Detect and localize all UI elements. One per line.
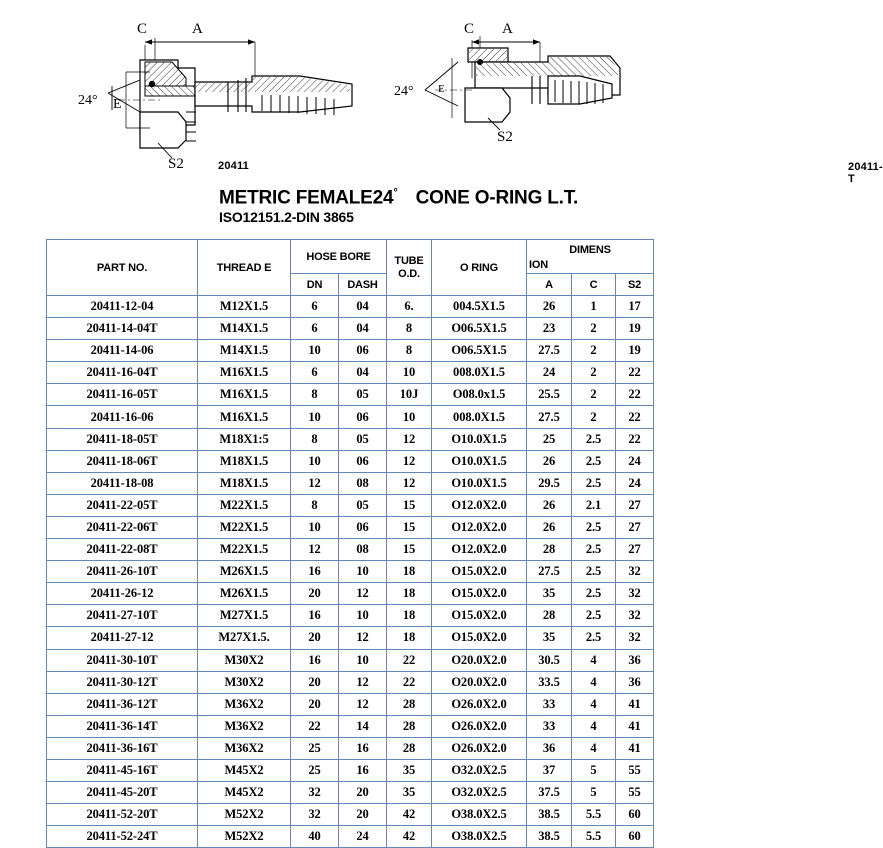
cell-dim-s2: 32 (616, 627, 654, 649)
cell-thread: M14X1.5 (198, 318, 291, 340)
table-row (47, 296, 654, 318)
cell-dim-a: 26 (527, 450, 572, 472)
degree-symbol: ° (393, 187, 398, 199)
cell-dash: 05 (339, 384, 387, 406)
cell-dim-c: 5.5 (572, 804, 616, 826)
cell-tube-od: 28 (387, 693, 432, 715)
cell-part-no: 20411-30-12T (47, 671, 198, 693)
cell-thread: M26X1.5 (198, 561, 291, 583)
table-row (47, 539, 654, 561)
cell-dim-a: 37.5 (527, 782, 572, 804)
table-row (47, 384, 654, 406)
cell-dn: 8 (291, 384, 339, 406)
cell-dn: 12 (291, 472, 339, 494)
cell-dn: 20 (291, 583, 339, 605)
cell-dim-s2: 55 (616, 782, 654, 804)
cell-part-no: 20411-18-06T (47, 450, 198, 472)
cell-o-ring: O38.0X2.5 (432, 804, 527, 826)
header-dn: DN (291, 274, 339, 296)
cell-o-ring: O15.0X2.0 (432, 627, 527, 649)
cell-dash: 10 (339, 561, 387, 583)
cell-o-ring: O26.0X2.0 (432, 737, 527, 759)
table-row (47, 516, 654, 538)
cell-dim-a: 24 (527, 362, 572, 384)
cell-thread: M18X1:5 (198, 428, 291, 450)
cell-tube-od: 18 (387, 561, 432, 583)
cell-o-ring: O06.5X1.5 (432, 318, 527, 340)
cell-dim-a: 26 (527, 296, 572, 318)
cell-dash: 12 (339, 671, 387, 693)
cell-o-ring: O12.0X2.0 (432, 516, 527, 538)
table-row (47, 715, 654, 737)
cell-o-ring: 004.5X1.5 (432, 296, 527, 318)
cell-dash: 06 (339, 516, 387, 538)
cell-thread: M26X1.5 (198, 583, 291, 605)
cell-thread: M27X1.5 (198, 605, 291, 627)
cell-tube-od: 8 (387, 318, 432, 340)
cell-dim-a: 26 (527, 494, 572, 516)
cell-tube-od: 18 (387, 583, 432, 605)
table-row (47, 649, 654, 671)
cell-thread: M12X1.5 (198, 296, 291, 318)
cell-dim-a: 26 (527, 516, 572, 538)
header-thread-e: THREAD E (198, 240, 291, 296)
cell-dim-a: 35 (527, 583, 572, 605)
cell-part-no: 20411-27-10T (47, 605, 198, 627)
cell-dash: 20 (339, 782, 387, 804)
cell-o-ring: O32.0X2.5 (432, 759, 527, 781)
cell-dim-s2: 41 (616, 737, 654, 759)
cell-thread: M52X2 (198, 804, 291, 826)
cell-part-no: 20411-45-20T (47, 782, 198, 804)
technical-drawing-20411-T (380, 0, 883, 185)
table-row (47, 472, 654, 494)
header-dim-a: A (527, 274, 572, 296)
cell-dn: 12 (291, 539, 339, 561)
cell-dim-a: 38.5 (527, 826, 572, 848)
cell-tube-od: 10 (387, 362, 432, 384)
cell-dash: 14 (339, 715, 387, 737)
cell-thread: M30X2 (198, 671, 291, 693)
cell-o-ring: O08.0x1.5 (432, 384, 527, 406)
cell-dash: 10 (339, 649, 387, 671)
dim-label-s2: S2 (497, 129, 513, 145)
cell-dn: 20 (291, 627, 339, 649)
cell-dn: 25 (291, 759, 339, 781)
cell-o-ring: O20.0X2.0 (432, 649, 527, 671)
header-tube-line2: O.D. (398, 267, 420, 280)
cell-thread: M52X2 (198, 826, 291, 848)
cell-dim-s2: 27 (616, 539, 654, 561)
cell-dim-c: 5 (572, 782, 616, 804)
cell-thread: M16X1.5 (198, 362, 291, 384)
cell-dim-a: 33.5 (527, 671, 572, 693)
cell-dim-a: 38.5 (527, 804, 572, 826)
cell-o-ring: O15.0X2.0 (432, 605, 527, 627)
cell-dim-c: 2 (572, 406, 616, 428)
cell-dim-s2: 19 (616, 340, 654, 362)
drawings-area (0, 0, 883, 185)
cell-dim-a: 37 (527, 759, 572, 781)
cell-dn: 16 (291, 605, 339, 627)
cell-dim-a: 27.5 (527, 406, 572, 428)
dim-label-a: A (192, 21, 203, 37)
cell-dim-s2: 60 (616, 826, 654, 848)
cell-tube-od: 12 (387, 428, 432, 450)
cell-dim-a: 29.5 (527, 472, 572, 494)
table-row (47, 605, 654, 627)
specification-table (46, 239, 654, 848)
cell-dim-c: 5.5 (572, 826, 616, 848)
cell-tube-od: 10J (387, 384, 432, 406)
cell-dim-a: 33 (527, 715, 572, 737)
cell-dim-a: 27.5 (527, 340, 572, 362)
header-o-ring: O RING (432, 240, 527, 296)
cell-dash: 24 (339, 826, 387, 848)
cell-o-ring: O10.0X1.5 (432, 428, 527, 450)
cell-dash: 12 (339, 693, 387, 715)
cell-thread: M16X1.5 (198, 406, 291, 428)
cell-tube-od: 18 (387, 605, 432, 627)
cell-part-no: 20411-36-16T (47, 737, 198, 759)
cell-o-ring: O26.0X2.0 (432, 693, 527, 715)
dim-label-e: E (113, 97, 122, 112)
cell-dim-c: 2.5 (572, 627, 616, 649)
cell-thread: M30X2 (198, 649, 291, 671)
cell-dash: 12 (339, 583, 387, 605)
cell-thread: M16X1.5 (198, 384, 291, 406)
cell-o-ring: 008.0X1.5 (432, 406, 527, 428)
cell-dim-c: 2.5 (572, 428, 616, 450)
cell-dn: 22 (291, 715, 339, 737)
cell-dash: 04 (339, 318, 387, 340)
cell-o-ring: 008.0X1.5 (432, 362, 527, 384)
cell-part-no: 20411-14-06 (47, 340, 198, 362)
cell-dim-s2: 27 (616, 494, 654, 516)
cell-thread: M22X1.5 (198, 539, 291, 561)
cell-thread: M45X2 (198, 759, 291, 781)
cell-dn: 25 (291, 737, 339, 759)
cell-dash: 20 (339, 804, 387, 826)
dim-label-c: C (137, 21, 148, 37)
cell-tube-od: 6. (387, 296, 432, 318)
cell-tube-od: 22 (387, 649, 432, 671)
cell-dim-s2: 41 (616, 715, 654, 737)
cell-dn: 10 (291, 406, 339, 428)
cell-part-no: 20411-52-20T (47, 804, 198, 826)
cell-o-ring: O15.0X2.0 (432, 583, 527, 605)
cell-tube-od: 12 (387, 472, 432, 494)
cell-o-ring: O06.5X1.5 (432, 340, 527, 362)
dim-label-s2: S2 (168, 156, 184, 172)
header-dimension-bottom: ION (529, 259, 548, 271)
cell-part-no: 20411-16-06 (47, 406, 198, 428)
header-row-top (47, 240, 654, 274)
drawing-caption-right: 20411-T (848, 161, 883, 185)
table-row (47, 318, 654, 340)
cell-dim-c: 4 (572, 737, 616, 759)
cell-dim-a: 25.5 (527, 384, 572, 406)
cell-dim-s2: 24 (616, 472, 654, 494)
cell-tube-od: 8 (387, 340, 432, 362)
table-row (47, 693, 654, 715)
cell-dim-a: 25 (527, 428, 572, 450)
cell-thread: M14X1.5 (198, 340, 291, 362)
cell-tube-od: 42 (387, 826, 432, 848)
header-tube-line1: TUBE (394, 254, 424, 267)
cell-part-no: 20411-30-10T (47, 649, 198, 671)
cell-dn: 8 (291, 494, 339, 516)
cell-o-ring: O12.0X2.0 (432, 539, 527, 561)
cell-o-ring: O10.0X1.5 (432, 450, 527, 472)
cell-dn: 32 (291, 804, 339, 826)
cell-dn: 6 (291, 296, 339, 318)
cell-tube-od: 18 (387, 627, 432, 649)
cell-dim-c: 2.5 (572, 450, 616, 472)
cell-dn: 16 (291, 649, 339, 671)
cell-tube-od: 10 (387, 406, 432, 428)
cell-thread: M36X2 (198, 715, 291, 737)
cell-dim-c: 4 (572, 715, 616, 737)
header-dim-c: C (572, 274, 616, 296)
cell-tube-od: 28 (387, 715, 432, 737)
cell-part-no: 20411-16-04T (47, 362, 198, 384)
cell-o-ring: O12.0X2.0 (432, 494, 527, 516)
fitting-diagram-straight-svg (0, 0, 380, 185)
cell-dim-s2: 55 (616, 759, 654, 781)
cell-part-no: 20411-26-10T (47, 561, 198, 583)
cell-part-no: 20411-18-05T (47, 428, 198, 450)
angle-label-24deg: 24° (394, 84, 414, 99)
cell-dn: 20 (291, 693, 339, 715)
cell-tube-od: 35 (387, 759, 432, 781)
cell-dim-s2: 22 (616, 362, 654, 384)
cell-part-no: 20411-14-04T (47, 318, 198, 340)
cell-dim-c: 4 (572, 649, 616, 671)
cell-dim-a: 33 (527, 693, 572, 715)
spec-table-container (46, 239, 653, 848)
cell-dn: 10 (291, 340, 339, 362)
angle-label-24deg: 24° (78, 93, 98, 108)
cell-dash: 16 (339, 737, 387, 759)
cell-dim-s2: 19 (616, 318, 654, 340)
title-main-right: CONE O-RING L.T. (415, 187, 579, 209)
cell-part-no: 20411-36-14T (47, 715, 198, 737)
cell-thread: M18X1.5 (198, 450, 291, 472)
cell-dn: 32 (291, 782, 339, 804)
table-body (47, 296, 654, 848)
table-row (47, 340, 654, 362)
cell-tube-od: 12 (387, 450, 432, 472)
cell-dim-s2: 22 (616, 384, 654, 406)
cell-dim-c: 4 (572, 671, 616, 693)
cell-dim-s2: 60 (616, 804, 654, 826)
drawing-caption-left: 20411 (218, 160, 249, 172)
cell-thread: M36X2 (198, 693, 291, 715)
cell-dim-c: 2 (572, 362, 616, 384)
cell-dash: 06 (339, 340, 387, 362)
cell-tube-od: 35 (387, 782, 432, 804)
table-row (47, 737, 654, 759)
cell-dim-a: 23 (527, 318, 572, 340)
cell-dim-s2: 32 (616, 561, 654, 583)
cell-dash: 06 (339, 406, 387, 428)
table-row (47, 804, 654, 826)
cell-dim-c: 2.5 (572, 539, 616, 561)
cell-tube-od: 28 (387, 737, 432, 759)
cell-thread: M36X2 (198, 737, 291, 759)
header-hose-bore: HOSE BORE (291, 240, 387, 274)
page-title (219, 187, 578, 209)
cell-dim-s2: 32 (616, 583, 654, 605)
cell-part-no: 20411-22-08T (47, 539, 198, 561)
cell-dim-c: 2.5 (572, 472, 616, 494)
cell-part-no: 20411-22-06T (47, 516, 198, 538)
cell-dn: 20 (291, 671, 339, 693)
cell-dash: 16 (339, 759, 387, 781)
cell-part-no: 20411-12-04 (47, 296, 198, 318)
cell-dim-s2: 22 (616, 406, 654, 428)
cell-dim-c: 2.5 (572, 583, 616, 605)
cell-dn: 10 (291, 516, 339, 538)
cell-dim-c: 5 (572, 759, 616, 781)
cell-dim-s2: 32 (616, 605, 654, 627)
cell-tube-od: 15 (387, 539, 432, 561)
table-row (47, 583, 654, 605)
table-row (47, 782, 654, 804)
cell-o-ring: O15.0X2.0 (432, 561, 527, 583)
cell-thread: M22X1.5 (198, 516, 291, 538)
header-dim-s2: S2 (616, 274, 654, 296)
cell-dn: 6 (291, 318, 339, 340)
cell-dash: 12 (339, 627, 387, 649)
cell-dash: 08 (339, 472, 387, 494)
cell-part-no: 20411-18-08 (47, 472, 198, 494)
technical-drawing-20411 (0, 0, 380, 185)
cell-thread: M27X1.5. (198, 627, 291, 649)
table-row (47, 671, 654, 693)
cell-dim-s2: 27 (616, 516, 654, 538)
cell-dim-a: 28 (527, 605, 572, 627)
header-part-no: PART NO. (47, 240, 198, 296)
cell-thread: M18X1.5 (198, 472, 291, 494)
header-dimension (527, 240, 654, 274)
table-row (47, 362, 654, 384)
cell-dash: 08 (339, 539, 387, 561)
table-row (47, 627, 654, 649)
header-dash: DASH (339, 274, 387, 296)
cell-part-no: 20411-52-24T (47, 826, 198, 848)
cell-o-ring: O26.0X2.0 (432, 715, 527, 737)
cell-dim-a: 35 (527, 627, 572, 649)
cell-o-ring: O10.0X1.5 (432, 472, 527, 494)
cell-dim-s2: 36 (616, 649, 654, 671)
cell-dn: 16 (291, 561, 339, 583)
cell-dim-a: 30.5 (527, 649, 572, 671)
dim-label-e: E (438, 83, 445, 95)
cell-dn: 8 (291, 428, 339, 450)
cell-tube-od: 42 (387, 804, 432, 826)
table-row (47, 759, 654, 781)
cell-tube-od: 15 (387, 516, 432, 538)
dim-label-c: C (464, 21, 475, 37)
cell-tube-od: 15 (387, 494, 432, 516)
cell-dash: 05 (339, 428, 387, 450)
cell-o-ring: O32.0X2.5 (432, 782, 527, 804)
cell-dim-c: 2.5 (572, 605, 616, 627)
page-subtitle: ISO12151.2-DIN 3865 (219, 209, 354, 225)
cell-dim-c: 2 (572, 340, 616, 362)
cell-thread: M22X1.5 (198, 494, 291, 516)
cell-dim-s2: 36 (616, 671, 654, 693)
cell-dim-s2: 24 (616, 450, 654, 472)
cell-tube-od: 22 (387, 671, 432, 693)
cell-thread: M45X2 (198, 782, 291, 804)
cell-part-no: 20411-45-16T (47, 759, 198, 781)
cell-dim-c: 2.5 (572, 561, 616, 583)
table-row (47, 450, 654, 472)
cell-o-ring: O20.0X2.0 (432, 671, 527, 693)
cell-part-no: 20411-26-12 (47, 583, 198, 605)
cell-dim-c: 4 (572, 693, 616, 715)
header-tube-od (387, 240, 432, 296)
cell-dim-a: 28 (527, 539, 572, 561)
cell-dim-c: 2 (572, 318, 616, 340)
cell-dim-c: 2 (572, 384, 616, 406)
table-row (47, 428, 654, 450)
cell-dim-c: 1 (572, 296, 616, 318)
table-header (47, 240, 654, 296)
table-row (47, 494, 654, 516)
cell-dash: 10 (339, 605, 387, 627)
cell-dim-a: 27.5 (527, 561, 572, 583)
cell-part-no: 20411-22-05T (47, 494, 198, 516)
cell-o-ring: O38.0X2.5 (432, 826, 527, 848)
cell-dash: 04 (339, 362, 387, 384)
dim-label-a: A (502, 21, 513, 37)
cell-dash: 05 (339, 494, 387, 516)
cell-part-no: 20411-27-12 (47, 627, 198, 649)
cell-dn: 6 (291, 362, 339, 384)
header-dimension-top: DIMENS (569, 244, 611, 256)
table-row (47, 561, 654, 583)
table-row (47, 406, 654, 428)
cell-dim-a: 36 (527, 737, 572, 759)
cell-dim-s2: 17 (616, 296, 654, 318)
cell-dim-c: 2.1 (572, 494, 616, 516)
fitting-diagram-t-svg (380, 0, 699, 185)
table-row (47, 826, 654, 848)
cell-dim-c: 2.5 (572, 516, 616, 538)
cell-part-no: 20411-16-05T (47, 384, 198, 406)
title-main-left: METRIC FEMALE24 (219, 187, 394, 209)
cell-dash: 06 (339, 450, 387, 472)
cell-dn: 10 (291, 450, 339, 472)
cell-dash: 04 (339, 296, 387, 318)
cell-part-no: 20411-36-12T (47, 693, 198, 715)
cell-dim-s2: 22 (616, 428, 654, 450)
cell-dn: 40 (291, 826, 339, 848)
title-block (0, 185, 699, 237)
cell-dim-s2: 41 (616, 693, 654, 715)
